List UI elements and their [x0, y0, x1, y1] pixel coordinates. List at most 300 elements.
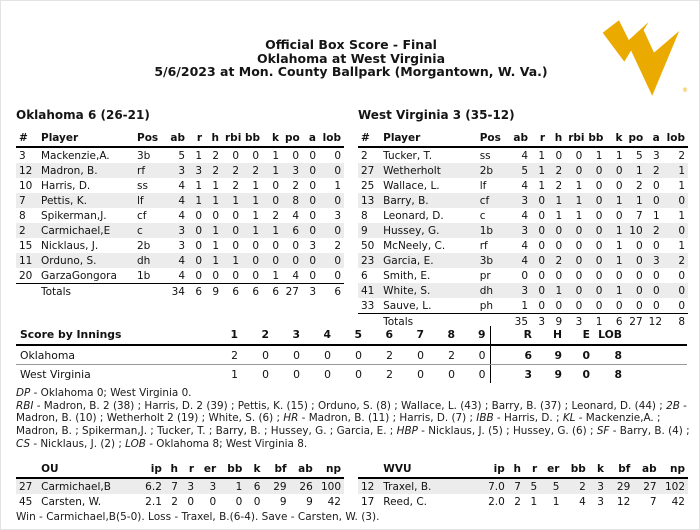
- batting-column-header: lob: [663, 131, 688, 147]
- stat-value: 0: [538, 269, 546, 282]
- stat-value: 1: [538, 149, 546, 162]
- stat-value: 42: [327, 495, 341, 508]
- summary-value: 0: [582, 367, 590, 381]
- title-line-3: 5/6/2023 at Mon. County Ballpark (Morgantown, W. Va.): [154, 64, 548, 79]
- stat-value: 6: [242, 284, 262, 300]
- player-name: Pettis, K.: [41, 194, 87, 207]
- stat-value: 0: [195, 224, 202, 237]
- stat-value: 2: [635, 179, 643, 192]
- stat-value: 27: [282, 284, 302, 300]
- stat-value: 100: [320, 480, 341, 493]
- stat-value: 0: [595, 194, 603, 207]
- batting-player-row: [16, 238, 344, 253]
- pitching-header-row: [16, 462, 344, 478]
- inning-score: 0: [355, 367, 362, 381]
- batting-player-row: [16, 193, 344, 208]
- stat-value: [16, 284, 38, 300]
- stat-value: 4: [521, 254, 529, 267]
- stat-text: - Mackenzie,A. ; Madron, B. ; Spikerman,J. ; Tucker, T. ; Barry, B. ; Hussey, G. ; Garcia, E. ;: [16, 412, 661, 438]
- player-name: Wallace, L.: [383, 179, 440, 192]
- stat-value: 0: [232, 239, 239, 252]
- title-line-1: Official Box Score - Final: [265, 37, 437, 52]
- stat-value: 12: [616, 495, 631, 508]
- batting-column-header: a: [302, 131, 319, 147]
- stat-value: 0: [653, 269, 660, 282]
- stat-value: 0: [538, 224, 546, 237]
- stat-value: 1: [195, 179, 202, 192]
- flying-wv-icon: [600, 18, 690, 98]
- innings-team-row: [16, 345, 687, 365]
- inning-score: 2: [366, 345, 397, 365]
- batting-player-row: [16, 163, 344, 178]
- win-loss-save-line: Win - Carmichael,B(5-0). Loss - Traxel, B.(6-4). Save - Carsten, W. (3).: [16, 511, 380, 523]
- inning-score: 0: [397, 345, 428, 365]
- stat-value: 0: [635, 284, 643, 297]
- stat-value: 0: [678, 194, 685, 207]
- stat-value: 4: [521, 179, 529, 192]
- spacer: [626, 345, 687, 365]
- inning-score: 0: [324, 367, 331, 381]
- stat-value: 0: [521, 269, 529, 282]
- inning-number-header: 8: [428, 326, 459, 345]
- registered-mark: ®: [682, 87, 688, 94]
- stat-value: 15: [19, 239, 33, 252]
- stat-value: 0: [309, 149, 316, 162]
- stat-text: - Madron, B. (11) ; Harris, D. (7) ;: [298, 412, 477, 425]
- stat-value: 1: [575, 179, 583, 192]
- inning-score: 0: [304, 345, 335, 365]
- stat-value: 2.1: [145, 495, 162, 508]
- batting-table-home: [358, 131, 688, 329]
- pitching-player-row: [16, 478, 344, 494]
- pitching-column-header: er: [197, 462, 219, 478]
- stat-value: 0: [292, 149, 299, 162]
- stat-value: 1: [252, 179, 259, 192]
- player-name: Spikerman,J.: [41, 209, 107, 222]
- batting-column-header: h: [548, 131, 565, 147]
- stat-value: 0: [232, 224, 239, 237]
- stat-value: 2: [19, 224, 26, 237]
- batting-player-row: [358, 208, 688, 223]
- stat-value: 2b: [137, 239, 151, 252]
- player-name: Wetherholt: [383, 164, 441, 177]
- stat-value: 12: [19, 164, 33, 177]
- stat-value: lf: [137, 194, 144, 207]
- batting-header-row: [358, 131, 688, 147]
- batting-column-header: k: [262, 131, 282, 147]
- batting-column-header: bb: [585, 131, 605, 147]
- stat-value: 7: [171, 480, 178, 493]
- pitching-table-away: [16, 462, 344, 509]
- stat-value: 0: [653, 194, 660, 207]
- batting-column-header: bb: [242, 131, 262, 147]
- stat-value: 0: [292, 254, 299, 267]
- stat-value: cf: [137, 209, 147, 222]
- team-name: West Virginia: [20, 367, 91, 381]
- stat-value: 1: [678, 209, 685, 222]
- batting-column-header: r: [531, 131, 548, 147]
- stat-value: 0: [252, 254, 259, 267]
- stat-value: c: [479, 209, 486, 222]
- stat-value: 0: [635, 269, 643, 282]
- stat-value: 1: [635, 164, 643, 177]
- stat-value: 1: [232, 254, 239, 267]
- stat-value: 0: [334, 224, 341, 237]
- stat-value: 3: [19, 149, 26, 162]
- stat-value: 8: [292, 194, 299, 207]
- stat-value: 7: [649, 495, 657, 508]
- stat-value: 3: [292, 164, 299, 177]
- stat-value: 6: [605, 314, 625, 330]
- stat-value: 0: [253, 495, 261, 508]
- stat-value: 102: [664, 480, 685, 493]
- stat-value: 0: [334, 269, 341, 282]
- stat-value: 0: [309, 179, 316, 192]
- stat-value: 2.0: [488, 495, 505, 508]
- summary-value: 3: [524, 367, 532, 381]
- stat-value: 4: [521, 209, 529, 222]
- stat-value: 10: [629, 224, 643, 237]
- note-dp-line: [16, 387, 690, 400]
- stat-value: 6: [253, 480, 261, 493]
- stat-value: 1: [212, 239, 219, 252]
- stat-value: 3: [653, 254, 660, 267]
- stat-value: 1b: [479, 224, 494, 237]
- inning-number-header: 7: [397, 326, 428, 345]
- innings-header-row: [16, 326, 687, 345]
- stat-value: 6.2: [145, 480, 162, 493]
- stat-value: 0: [334, 149, 341, 162]
- stat-value: 1: [252, 209, 259, 222]
- stat-value: 0: [309, 209, 316, 222]
- stat-value: 1: [232, 194, 239, 207]
- stat-value: 4: [178, 209, 185, 222]
- stat-value: dh: [479, 284, 494, 297]
- stat-value: 0: [615, 299, 623, 312]
- stat-value: 3: [597, 495, 604, 508]
- summary-value: 6: [490, 345, 536, 365]
- stat-value: 11: [19, 254, 33, 267]
- batting-column-header: lob: [319, 131, 344, 147]
- stat-value: 1: [555, 194, 563, 207]
- batting-column-header: ab: [507, 131, 531, 147]
- stat-value: 27: [19, 480, 33, 493]
- batting-player-row: [16, 253, 344, 268]
- stat-value: 0: [212, 209, 219, 222]
- stat-value: 3: [187, 480, 195, 493]
- stat-value: 0: [187, 495, 195, 508]
- pitching-column-header: h: [165, 462, 181, 478]
- batting-column-header: h: [205, 131, 222, 147]
- stat-label: HR: [283, 412, 299, 425]
- stat-value: 2: [555, 164, 563, 177]
- stat-value: 0: [615, 269, 623, 282]
- inning-score: 2: [211, 345, 242, 365]
- stat-value: 0: [538, 299, 546, 312]
- summary-value: 8: [594, 345, 626, 365]
- batting-column-header: #: [16, 131, 38, 147]
- batting-table-away: [16, 131, 344, 299]
- batting-player-row: [16, 178, 344, 193]
- stat-value: 0: [595, 299, 603, 312]
- stat-value: 0: [595, 179, 603, 192]
- stat-value: 0: [653, 284, 660, 297]
- summary-header: LOB: [594, 326, 626, 345]
- stat-value: 3: [178, 239, 185, 252]
- stat-value: 4: [178, 194, 185, 207]
- stat-value: pr: [479, 269, 491, 282]
- stat-value: 45: [19, 495, 33, 508]
- stat-value: 27: [643, 480, 657, 493]
- pitching-column-header: np: [660, 462, 688, 478]
- stat-value: 2: [272, 209, 279, 222]
- spacer: [626, 365, 687, 384]
- stat-value: 4: [521, 149, 529, 162]
- inning-score: 0: [417, 367, 424, 381]
- stat-value: 5: [530, 480, 538, 493]
- stat-value: 0: [212, 269, 219, 282]
- inning-score: 0: [262, 367, 269, 381]
- stat-value: ph: [479, 299, 494, 312]
- player-name: Orduno, S.: [41, 254, 97, 267]
- pitching-header-row: [358, 462, 688, 478]
- score-by-innings-section: [16, 326, 688, 383]
- stat-value: 0: [272, 194, 279, 207]
- player-name: Carmichael,E: [41, 224, 111, 237]
- stat-value: 0: [538, 194, 546, 207]
- stat-value: 3: [178, 224, 185, 237]
- stat-value: 0: [235, 495, 243, 508]
- stat-value: 8: [19, 209, 26, 222]
- stat-label: 2B: [666, 399, 680, 412]
- pitching-team-abbr: WVU: [380, 462, 477, 478]
- stat-value: 17: [361, 495, 375, 508]
- innings-team-row: [16, 365, 687, 384]
- stat-value: 29: [616, 480, 631, 493]
- stat-value: 0: [575, 149, 583, 162]
- batting-section-away: [16, 108, 344, 299]
- player-name: Tucker, T.: [383, 149, 433, 162]
- stat-value: 0: [615, 209, 623, 222]
- batting-section-home: [358, 108, 688, 329]
- stat-value: 0: [575, 269, 583, 282]
- summary-value: 9: [536, 345, 566, 365]
- stat-value: 0: [615, 164, 623, 177]
- stat-value: 0: [635, 254, 643, 267]
- pitching-column-header: np: [316, 462, 344, 478]
- stat-value: 7: [635, 209, 643, 222]
- stat-value: 0: [653, 239, 660, 252]
- batting-column-header: Player: [38, 131, 134, 147]
- stat-label: CS: [16, 437, 31, 450]
- player-name: Garcia, E.: [383, 254, 434, 267]
- stat-value: rf: [137, 164, 146, 177]
- stat-value: 0: [575, 239, 583, 252]
- stat-value: 2: [171, 495, 178, 508]
- stat-value: 33: [361, 299, 375, 312]
- stat-value: 1: [272, 269, 279, 282]
- stat-value: 1: [521, 299, 529, 312]
- stat-value: 25: [361, 179, 375, 192]
- stat-value: 5: [552, 480, 560, 493]
- batting-player-row: [16, 223, 344, 238]
- inning-score: 0: [242, 345, 273, 365]
- batting-column-header: rbi: [565, 131, 585, 147]
- team-title-away: Oklahoma 6 (26-21): [16, 108, 150, 122]
- inning-number-header: 5: [335, 326, 366, 345]
- stat-value: 2: [678, 149, 685, 162]
- stat-value: 5: [178, 149, 185, 162]
- innings-title: Score by Innings: [16, 326, 211, 345]
- stat-value: 1: [555, 284, 563, 297]
- stat-value: 6: [319, 284, 344, 300]
- stat-value: 0: [595, 209, 603, 222]
- inning-score: 2: [428, 345, 459, 365]
- stat-value: lf: [479, 179, 487, 192]
- stat-value: c: [137, 224, 143, 237]
- pitching-player-row: [358, 494, 688, 509]
- score-by-innings-table: [16, 326, 687, 383]
- stat-value: 0: [555, 149, 563, 162]
- player-name: Leonard, D.: [383, 209, 444, 222]
- pitching-number-header: [358, 462, 380, 478]
- pitching-column-header: ip: [477, 462, 507, 478]
- stat-value: 0: [538, 284, 546, 297]
- player-name: Madron, B.: [41, 164, 98, 177]
- player-name: McNeely, C.: [383, 239, 446, 252]
- spacer: [626, 326, 687, 345]
- stat-value: 50: [361, 239, 375, 252]
- stat-value: 34: [164, 284, 188, 300]
- stat-value: 0: [538, 209, 546, 222]
- stat-value: 1: [212, 194, 219, 207]
- stat-value: 3: [597, 480, 604, 493]
- pitching-column-header: ab: [633, 462, 659, 478]
- player-name: Nicklaus, J.: [41, 239, 99, 252]
- totals-label: Totals: [380, 314, 477, 330]
- pitching-player-row: [16, 494, 344, 509]
- stat-value: [134, 284, 164, 300]
- stat-value: 13: [361, 194, 375, 207]
- stat-value: 3: [178, 164, 185, 177]
- stat-value: 1: [334, 179, 341, 192]
- stat-value: 0: [635, 239, 643, 252]
- team-name: Oklahoma: [16, 345, 211, 365]
- inning-number-header: 9: [459, 326, 490, 345]
- stat-value: 0: [272, 179, 279, 192]
- stat-value: 2: [555, 254, 563, 267]
- summary-header: R: [490, 326, 536, 345]
- pitching-column-header: er: [540, 462, 562, 478]
- stat-value: 2: [232, 164, 239, 177]
- stat-value: 0: [595, 239, 603, 252]
- stat-value: 0: [635, 299, 643, 312]
- stat-value: 1: [235, 480, 243, 493]
- game-notes: [16, 387, 690, 451]
- stat-value: 0: [195, 269, 202, 282]
- stat-value: 4: [178, 254, 185, 267]
- inning-number-header: 4: [304, 326, 335, 345]
- inning-number-header: 1: [211, 326, 242, 345]
- stat-value: 23: [361, 254, 375, 267]
- page-title: [1, 38, 700, 79]
- batting-player-row: [358, 147, 688, 163]
- stat-value: 0: [272, 239, 279, 252]
- stat-value: 1: [615, 149, 623, 162]
- player-name: Mackenzie,A.: [41, 149, 110, 162]
- stat-value: 3b: [137, 149, 151, 162]
- stat-value: 9: [361, 224, 368, 237]
- stat-value: 0: [195, 209, 202, 222]
- stat-value: 3: [565, 314, 585, 330]
- player-name: GarzaGongora: [41, 269, 117, 282]
- stat-value: 41: [361, 284, 375, 297]
- stat-value: 0: [195, 254, 202, 267]
- stat-value: 0: [309, 164, 316, 177]
- stat-label: RBI: [16, 399, 34, 412]
- stat-text: - Madron, B. 2 (38) ; Harris, D. 2 (39) ; Pettis, K. (15) ; Orduno, S. (8) ; Wallace, L. (43) ; Barry, B. (37) ; Leonard, D. (44) ;: [33, 399, 667, 412]
- stat-text: - Oklahoma 0; West Virginia 0.: [30, 387, 192, 399]
- stat-value: 0: [595, 164, 603, 177]
- pitcher-name: Reed, C.: [383, 495, 428, 508]
- batting-header-row: [16, 131, 344, 147]
- batting-column-header: Pos: [477, 131, 507, 147]
- stat-value: 12: [361, 480, 375, 493]
- batting-column-header: po: [626, 131, 646, 147]
- inning-number-header: 2: [242, 326, 273, 345]
- stat-value: 3: [531, 314, 548, 330]
- stat-value: 27: [626, 314, 646, 330]
- stat-value: 0: [309, 269, 316, 282]
- stat-value: 1: [252, 224, 259, 237]
- stat-value: 9: [306, 495, 313, 508]
- stat-value: 1: [272, 224, 279, 237]
- stat-value: 0: [252, 269, 259, 282]
- stat-value: 0: [575, 284, 583, 297]
- stat-value: 3: [195, 164, 202, 177]
- stat-label: IBB: [476, 412, 494, 425]
- stat-value: 1: [538, 179, 546, 192]
- stat-value: 4: [292, 269, 299, 282]
- batting-player-row: [16, 268, 344, 284]
- stat-value: 4: [579, 495, 586, 508]
- stat-value: 0: [678, 284, 685, 297]
- stat-value: 26: [299, 480, 313, 493]
- pitching-column-header: ab: [290, 462, 316, 478]
- stat-value: 0: [309, 224, 316, 237]
- player-name: White, S.: [383, 284, 431, 297]
- stat-value: 10: [19, 179, 33, 192]
- batting-player-row: [358, 298, 688, 314]
- batting-player-row: [358, 163, 688, 178]
- batting-column-header: Pos: [134, 131, 164, 147]
- summary-value: 0: [566, 345, 594, 365]
- stat-value: 2: [361, 149, 368, 162]
- inning-score: 0: [459, 345, 490, 365]
- stat-value: 2: [292, 179, 299, 192]
- stat-value: 2: [252, 164, 259, 177]
- stat-value: 4: [521, 239, 529, 252]
- stat-value: 0: [232, 269, 239, 282]
- stat-value: 0: [575, 164, 583, 177]
- pitching-column-header: bb: [219, 462, 245, 478]
- inning-score: 2: [386, 367, 393, 381]
- stat-value: 0: [538, 254, 546, 267]
- stat-value: 1: [555, 209, 563, 222]
- pitching-column-header: ip: [135, 462, 165, 478]
- stat-value: 0: [575, 224, 583, 237]
- stat-value: 0: [575, 254, 583, 267]
